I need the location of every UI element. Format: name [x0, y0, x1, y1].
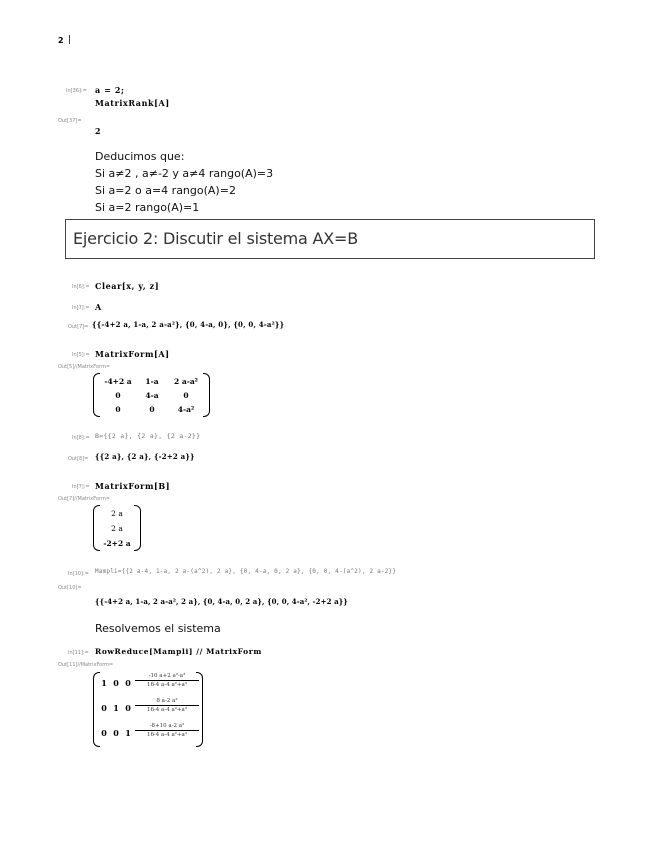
- matrix-b: [93, 505, 141, 551]
- matrix-cell: -2+2 a: [103, 539, 131, 548]
- matrix-cell: 4-a: [145, 391, 159, 400]
- output-value: {{-4+2 a, 1-a, 2 a-a², 2 a}, {0, 4-a, 0, 2 a}, {0, 0, 4-a², -2+2 a}}: [95, 597, 348, 606]
- row-reduced-matrix: [93, 672, 203, 747]
- matrix-a: [93, 373, 210, 417]
- output-value: 2: [95, 126, 102, 136]
- matrix-cell: 0: [101, 728, 107, 738]
- input-label: In[7]:=: [72, 484, 90, 490]
- header-separator: |: [68, 35, 72, 45]
- input-label: In[10]:=: [68, 571, 89, 577]
- matrix-cell: 2 a: [111, 524, 123, 533]
- denominator: 16-4 a-4 a²+a³: [146, 682, 188, 688]
- fraction: [135, 698, 199, 713]
- input-code[interactable]: a = 2;: [95, 85, 125, 95]
- output-label: Out[8]=: [68, 456, 89, 462]
- resolve-text: Resolvemos el sistema: [95, 622, 221, 635]
- fraction: [135, 673, 199, 688]
- input-code[interactable]: Clear[x, y, z]: [95, 281, 160, 291]
- input-code[interactable]: Mampli={{2 a-4, 1-a, 2 a-(a^2), 2 a}, {0, 4-a, 0, 2 a}, {0, 0, 4-(a^2), 2 a-2}}: [95, 568, 397, 575]
- output-label: Out[37]=: [58, 118, 82, 124]
- matrix-cell: 1: [101, 678, 107, 688]
- matrix-cell: -4+2 a: [104, 377, 132, 386]
- denominator: 16-4 a-4 a²+a³: [146, 732, 188, 738]
- matrix-cell: 0: [113, 678, 119, 688]
- output-label: Out[5]//MatrixForm=: [58, 364, 111, 370]
- input-code[interactable]: A: [95, 302, 102, 312]
- matrix-cell: 0: [125, 703, 131, 713]
- matrix-cell: 0: [113, 728, 119, 738]
- matrix-cell: 0: [183, 391, 189, 400]
- input-code[interactable]: MatrixRank[A]: [95, 98, 170, 108]
- numerator: -8+10 a-2 a²: [135, 723, 199, 731]
- input-label: In[5]:=: [72, 352, 90, 358]
- deduction-line: Si a=2 rango(A)=1: [95, 201, 200, 214]
- output-label: Out[11]//MatrixForm=: [58, 662, 114, 668]
- page-number: 2: [58, 36, 64, 45]
- matrix-cell: 0: [149, 405, 155, 414]
- input-label: In[11]:=: [68, 650, 89, 656]
- matrix-cell: 1: [125, 728, 131, 738]
- deduction-line: Si a=2 o a=4 rango(A)=2: [95, 184, 236, 197]
- matrix-cell: 0: [125, 678, 131, 688]
- output-value: {{2 a}, {2 a}, {-2+2 a}}: [95, 452, 195, 461]
- matrix-cell: 1-a: [145, 377, 159, 386]
- input-label: In[8]:=: [72, 435, 90, 441]
- output-label: Out[7]=: [68, 324, 89, 330]
- denominator: 16-4 a-4 a²+a³: [146, 707, 188, 713]
- deduction-title: Deducimos que:: [95, 150, 185, 163]
- output-label: Out[10]=: [58, 585, 82, 591]
- output-label: Out[7]//MatrixForm=: [58, 496, 111, 502]
- input-code[interactable]: B={{2 a}, {2 a}, {2 a-2}}: [95, 432, 201, 440]
- matrix-cell: 1: [113, 703, 119, 713]
- matrix-cell: 0: [115, 405, 121, 414]
- input-code[interactable]: MatrixForm[B]: [95, 481, 171, 491]
- input-label: In[7]:=: [72, 305, 90, 311]
- numerator: -10 a+2 a²-a³: [135, 673, 199, 681]
- numerator: 8 a-2 a²: [135, 698, 199, 706]
- section-title: Ejercicio 2: Discutir el sistema AX=B: [73, 229, 359, 248]
- matrix-cell: 2 a: [111, 509, 123, 518]
- matrix-cell: 0: [101, 703, 107, 713]
- matrix-cell: 2 a-a²: [174, 377, 198, 386]
- input-label: In[36]:=: [66, 88, 87, 94]
- input-code[interactable]: MatrixForm[A]: [95, 349, 170, 359]
- matrix-cell: 0: [115, 391, 121, 400]
- matrix-cell: 4-a²: [177, 405, 195, 414]
- output-value: {{-4+2 a, 1-a, 2 a-a²}, {0, 4-a, 0}, {0, 0, 4-a²}}: [92, 320, 285, 329]
- input-code[interactable]: RowReduce[Mampli] // MatrixForm: [95, 647, 262, 656]
- input-label: In[6]:=: [72, 284, 90, 290]
- deduction-line: Si a≠2 , a≠-2 y a≠4 rango(A)=3: [95, 167, 274, 180]
- fraction: [135, 723, 199, 738]
